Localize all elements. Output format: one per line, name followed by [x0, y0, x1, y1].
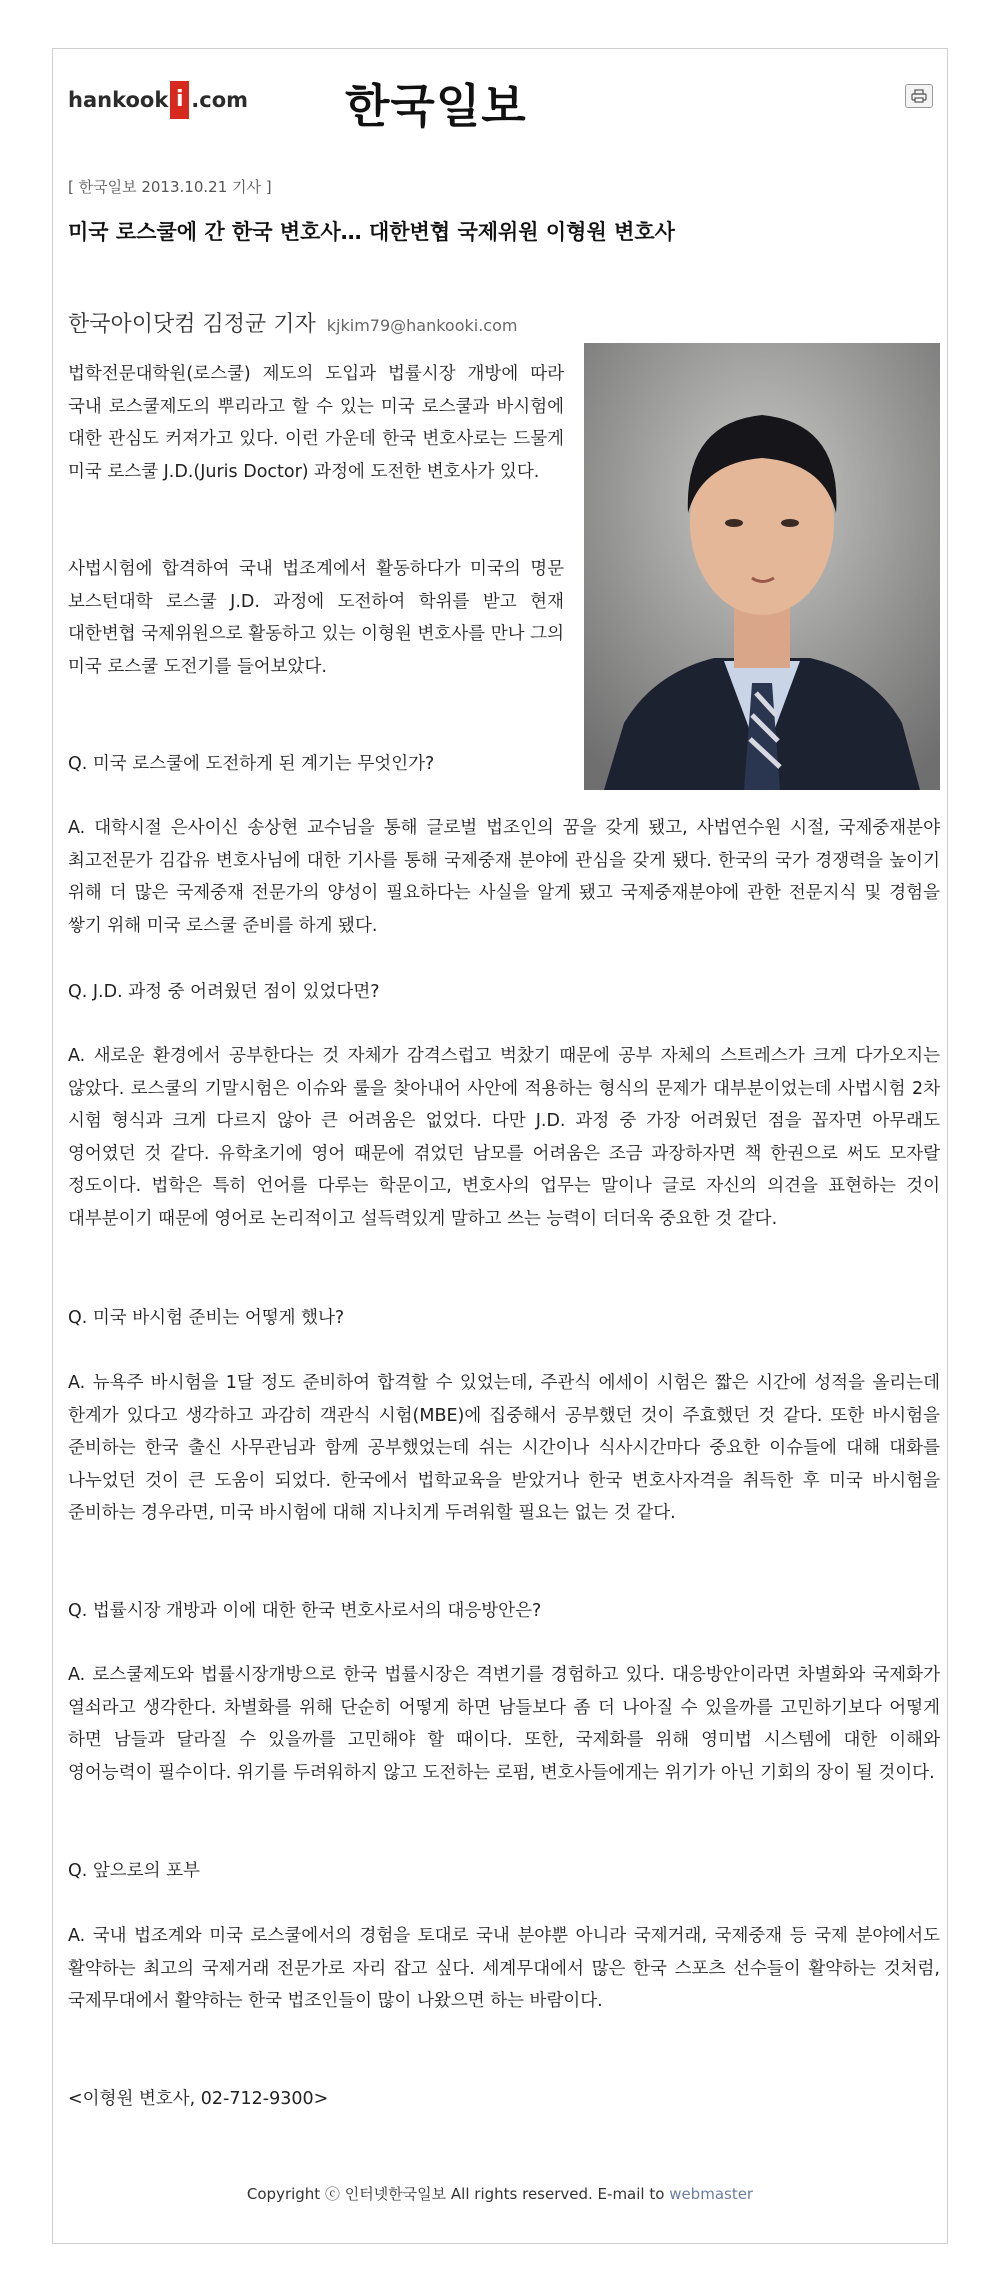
article-contact: <이형원 변호사, 02-712-9300>: [68, 2089, 329, 2109]
reporter-email[interactable]: kjkim79@hankooki.com: [326, 316, 518, 335]
copyright-text: Copyright ⓒ 인터넷한국일보 All rights reserved. E-mail to: [246, 2185, 670, 2203]
article-answer: A. 새로운 환경에서 공부한다는 것 자체가 감격스럽고 벅찼기 때문에 공부 자체의 스트레스가 크게 다가오지는 않았다. 로스쿨의 기말시험은 이슈와 룰을 찾아내어 사안에 적용하는 형식의 문제가 대부분이었는데 사법시험 2차 시험 형식과 크게 다르지 않아 큰 어려움은 없었다. 다만 J.D. 과정 중 가장 어려웠던 점을 꼽자면 아무래도 영어였던 것 같다. 유학초기에 영어 때문에 겪었던 남모를 어려움은 조금 과장하자면 책 한권으로 써도 모자랄 정도이다. 법학은 특히 언어를 다루는 학문이고, 변호사의 업무는 말이나 글로 자신의 의견을 표현하는 것이 대부분이기 때문에 영어로 논리적이고 설득력있게 말하고 쓰는 능력이 더더욱 중요한 것 같다.: [68, 1046, 940, 1229]
article-question: Q. J.D. 과정 중 어려웠던 점이 있었다면?: [68, 982, 380, 1002]
webmaster-link[interactable]: webmaster: [669, 2185, 754, 2203]
article-dateline: [ 한국일보 2013.10.21 기사 ]: [68, 178, 272, 196]
article-answer: A. 로스쿨제도와 법률시장개방으로 한국 법률시장은 격변기를 경험하고 있다. 대응방안이라면 차별화와 국제화가 열쇠라고 생각한다. 차별화를 위해 단순히 어떻게 하면 남들보다 좀 더 나아질 수 있을까를 고민하기보다 어떻게 하면 남들과 달라질 수 있을까를 고민해야 할 때이다. 또한, 국제화를 위해 영미법 시스템에 대한 이해와 영어능력이 필수이다. 위기를 두려워하지 않고 도전하는 로펌, 변호사들에게는 위기가 아닌 기회의 장이 될 것이다.: [68, 1665, 940, 1783]
printer-icon: [911, 89, 927, 103]
page-footer: [0, 2183, 1000, 2204]
article-question: Q. 법률시장 개방과 이에 대한 한국 변호사로서의 대응방안은?: [68, 1601, 542, 1621]
article-answer: A. 대학시절 은사이신 송상현 교수님을 통해 글로벌 법조인의 꿈을 갖게 됐고, 사법연수원 시절, 국제중재분야 최고전문가 김갑유 변호사님에 대한 기사를 통해 국제중재 분야에 관심을 갖게 됐다. 한국의 국가 경쟁력을 높이기 위해 더 많은 국제중재 전문가의 양성이 필요하다는 사실을 알게 됐고 국제중재분야에 관한 전문지식 및 경험을 쌓기 위해 미국 로스쿨 준비를 하게 됐다.: [68, 818, 940, 936]
article-question: Q. 미국 로스쿨에 도전하게 된 계기는 무엇인가?: [68, 754, 435, 774]
article-paragraph: 사법시험에 합격하여 국내 법조계에서 활동하다가 미국의 명문 보스턴대학 로스쿨 J.D. 과정에 도전하여 학위를 받고 현재 대한변협 국제위원으로 활동하고 있는 이형원 변호사를 만나 그의 미국 로스쿨 도전기를 들어보았다.: [68, 559, 564, 677]
article-paragraph: 법학전문대학원(로스쿨) 제도의 도입과 법률시장 개방에 따라 국내 로스쿨제도의 뿌리라고 할 수 있는 미국 로스쿨과 바시험에 대한 관심도 커져가고 있다. 이런 가운데 한국 변호사로는 드물게 미국 로스쿨 J.D.(Juris Doctor) 과정에 도전한 변호사가 있다.: [68, 364, 564, 482]
logo-prefix: hankook: [68, 88, 169, 112]
hankooki-logo[interactable]: [68, 78, 248, 122]
hankook-ilbo-logo[interactable]: 한국일보: [345, 79, 527, 133]
article-question: Q. 미국 바시험 준비는 어떻게 했나?: [68, 1308, 345, 1328]
article-byline: [68, 307, 517, 338]
article-question: Q. 앞으로의 포부: [68, 1861, 200, 1881]
reporter-name: 한국아이닷컴 김정균 기자: [68, 312, 316, 337]
logo-suffix: .com: [191, 88, 249, 112]
article-answer: A. 뉴욕주 바시험을 1달 정도 준비하여 합격할 수 있었는데, 주관식 에세이 시험은 짧은 시간에 성적을 올리는데 한계가 있다고 생각하고 과감히 객관식 시험(MBE)에 집중해서 공부했던 것이 주효했던 것 같다. 또한 바시험을 준비하는 한국 출신 사무관님과 함께 공부했었는데 쉬는 시간이나 식사시간마다 중요한 이슈들에 대해 대화를 나누었던 것이 큰 도움이 되었다. 한국에서 법학교육을 받았거나 한국 변호사자격을 취득한 후 미국 바시험을 준비하는 경우라면, 미국 바시험에 대해 지나치게 두려워할 필요는 없는 것 같다.: [68, 1373, 940, 1523]
print-button[interactable]: [905, 84, 933, 108]
article-headline: 미국 로스쿨에 간 한국 변호사… 대한변협 국제위원 이형원 변호사: [68, 220, 675, 244]
lawyer-portrait-photo: [584, 343, 940, 790]
article-answer: A. 국내 법조계와 미국 로스쿨에서의 경험을 토대로 국내 분야뿐 아니라 국제거래, 국제중재 등 국제 분야에서도 활약하는 최고의 국제거래 전문가로 자리 잡고 싶다. 세계무대에서 많은 한국 스포츠 선수들이 활약하는 것처럼, 국제무대에서 활약하는 한국 법조인들이 많이 나왔으면 하는 바람이다.: [68, 1926, 940, 2011]
logo-i-mark: i: [170, 81, 189, 119]
